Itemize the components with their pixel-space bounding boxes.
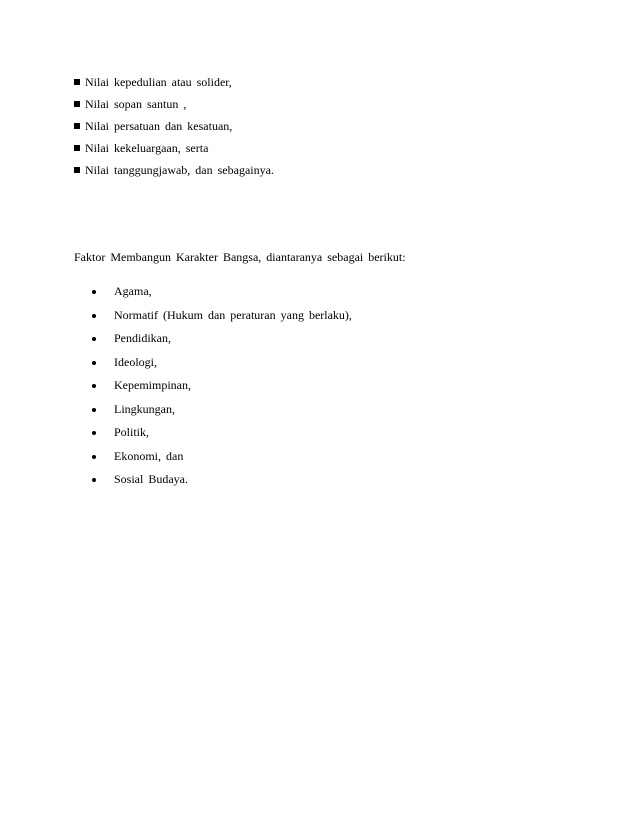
list-item-text: Nilai kepedulian atau solider, (85, 75, 232, 89)
list-item-text: Pendidikan, (114, 331, 171, 345)
dot-bullet-icon (92, 431, 96, 435)
list-item-text: Politik, (114, 425, 150, 439)
factors-heading: Faktor Membangun Karakter Bangsa, diantaranya sebagai berikut: (74, 250, 406, 264)
list-item (92, 309, 352, 333)
list-item (74, 98, 274, 120)
list-item (74, 142, 274, 164)
square-bullet-icon (74, 79, 80, 85)
values-bullet-list (74, 76, 274, 186)
square-bullet-icon (74, 167, 80, 173)
dot-bullet-icon (92, 337, 96, 341)
list-item (74, 76, 274, 98)
list-item-text: Nilai persatuan dan kesatuan, (85, 119, 233, 133)
list-item-text: Nilai kekeluargaan, serta (85, 141, 209, 155)
list-item-text: Ekonomi, dan (114, 448, 184, 463)
list-item-text: Normatif (Hukum dan peraturan yang berlaku), (114, 307, 352, 322)
list-item (92, 450, 352, 474)
dot-bullet-icon (92, 408, 96, 412)
list-item (92, 473, 352, 497)
square-bullet-icon (74, 145, 80, 151)
list-item-text: Nilai tanggungjawab, dan sebagainya. (85, 163, 274, 177)
list-item (92, 426, 352, 450)
dot-bullet-icon (92, 384, 96, 388)
list-item (92, 356, 352, 380)
factors-bullet-list (92, 285, 352, 497)
list-item (92, 379, 352, 403)
square-bullet-icon (74, 123, 80, 129)
list-item-text: Agama, (114, 284, 152, 298)
list-item-text: Lingkungan, (114, 401, 175, 416)
list-item-text: Kepemimpinan, (114, 378, 191, 392)
dot-bullet-icon (92, 455, 96, 459)
square-bullet-icon (74, 101, 80, 107)
list-item (92, 332, 352, 356)
dot-bullet-icon (92, 314, 96, 318)
dot-bullet-icon (92, 478, 96, 482)
dot-bullet-icon (92, 290, 96, 294)
list-item (92, 403, 352, 427)
list-item-text: Ideologi, (114, 354, 157, 369)
dot-bullet-icon (92, 361, 96, 365)
list-item-text: Sosial Budaya. (114, 472, 188, 486)
list-item-text: Nilai sopan santun , (85, 97, 187, 111)
list-item (74, 164, 274, 186)
list-item (74, 120, 274, 142)
list-item (92, 285, 352, 309)
